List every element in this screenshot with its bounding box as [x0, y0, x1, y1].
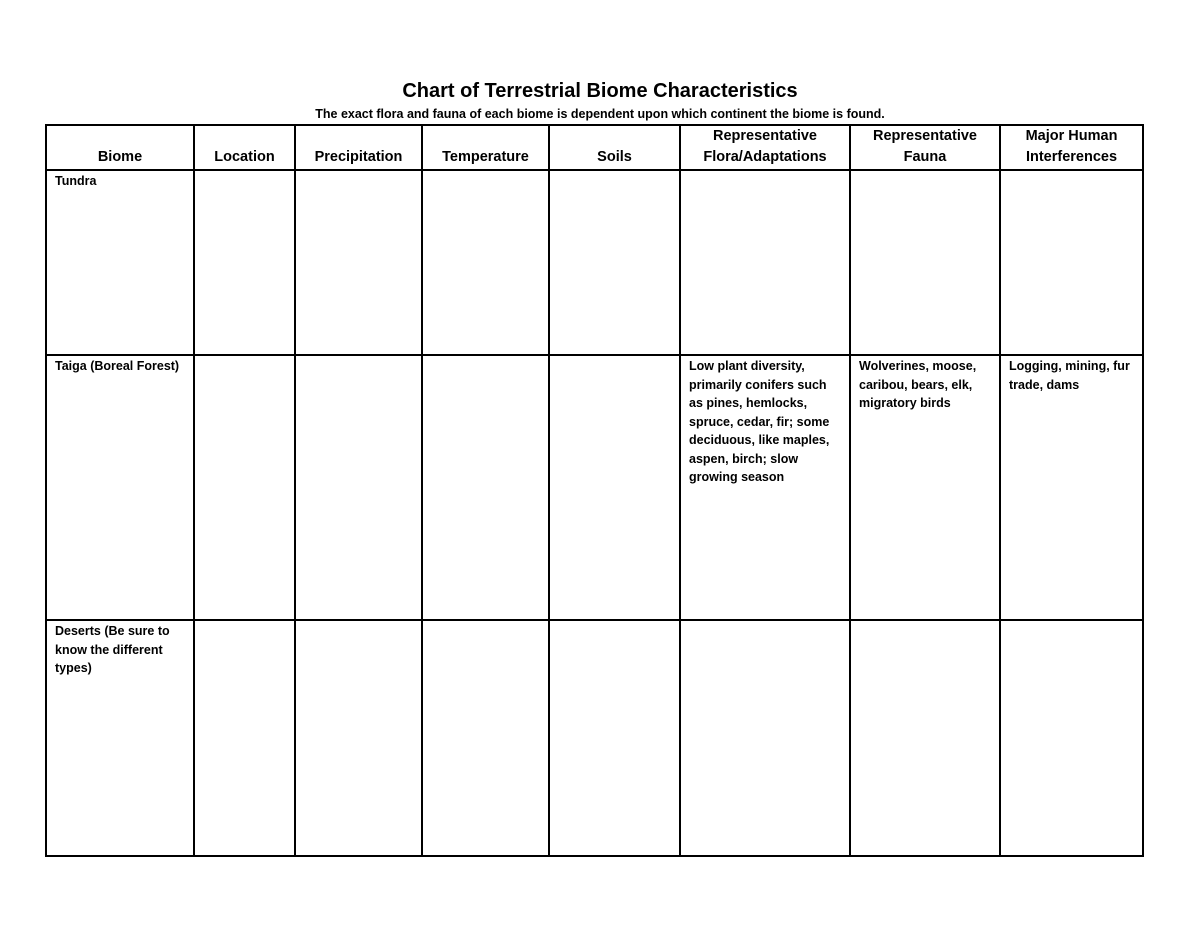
cell-location	[194, 170, 295, 355]
page-title: Chart of Terrestrial Biome Characteristics	[402, 80, 798, 102]
header-precipitation: Precipitation	[295, 125, 422, 170]
cell-flora	[680, 620, 850, 856]
cell-interferences	[1000, 170, 1143, 355]
cell-precipitation	[295, 355, 422, 620]
cell-interferences: Logging, mining, fur trade, dams	[1000, 355, 1143, 620]
cell-precipitation	[295, 620, 422, 856]
header-human-interferences: Major Human Interferences	[1000, 125, 1143, 170]
header-location: Location	[194, 125, 295, 170]
header-flora: Representative Flora/Adaptations	[680, 125, 850, 170]
cell-biome: Tundra	[46, 170, 194, 355]
table-row	[46, 620, 1143, 856]
cell-flora	[680, 170, 850, 355]
cell-fauna	[850, 620, 1000, 856]
cell-precipitation	[295, 170, 422, 355]
cell-temperature	[422, 620, 549, 856]
table-row	[46, 355, 1143, 620]
page-subtitle: The exact flora and fauna of each biome is dependent upon which continent the biome is found.	[315, 107, 885, 121]
cell-soils	[549, 620, 680, 856]
cell-fauna	[850, 170, 1000, 355]
cell-fauna: Wolverines, moose, caribou, bears, elk, migratory birds	[850, 355, 1000, 620]
cell-flora: Low plant diversity, primarily conifers such as pines, hemlocks, spruce, cedar, fir; some deciduous, like maples, aspen, birch; slow growing season	[680, 355, 850, 620]
header-biome: Biome	[46, 125, 194, 170]
cell-temperature	[422, 355, 549, 620]
table-header-row	[46, 125, 1143, 170]
biome-characteristics-table	[45, 124, 1144, 857]
header-soils: Soils	[549, 125, 680, 170]
cell-biome: Taiga (Boreal Forest)	[46, 355, 194, 620]
table-row	[46, 170, 1143, 355]
cell-temperature	[422, 170, 549, 355]
header-temperature: Temperature	[422, 125, 549, 170]
cell-soils	[549, 355, 680, 620]
cell-location	[194, 620, 295, 856]
cell-location	[194, 355, 295, 620]
cell-biome: Deserts (Be sure to know the different types)	[46, 620, 194, 856]
cell-interferences	[1000, 620, 1143, 856]
header-fauna: Representative Fauna	[850, 125, 1000, 170]
cell-soils	[549, 170, 680, 355]
